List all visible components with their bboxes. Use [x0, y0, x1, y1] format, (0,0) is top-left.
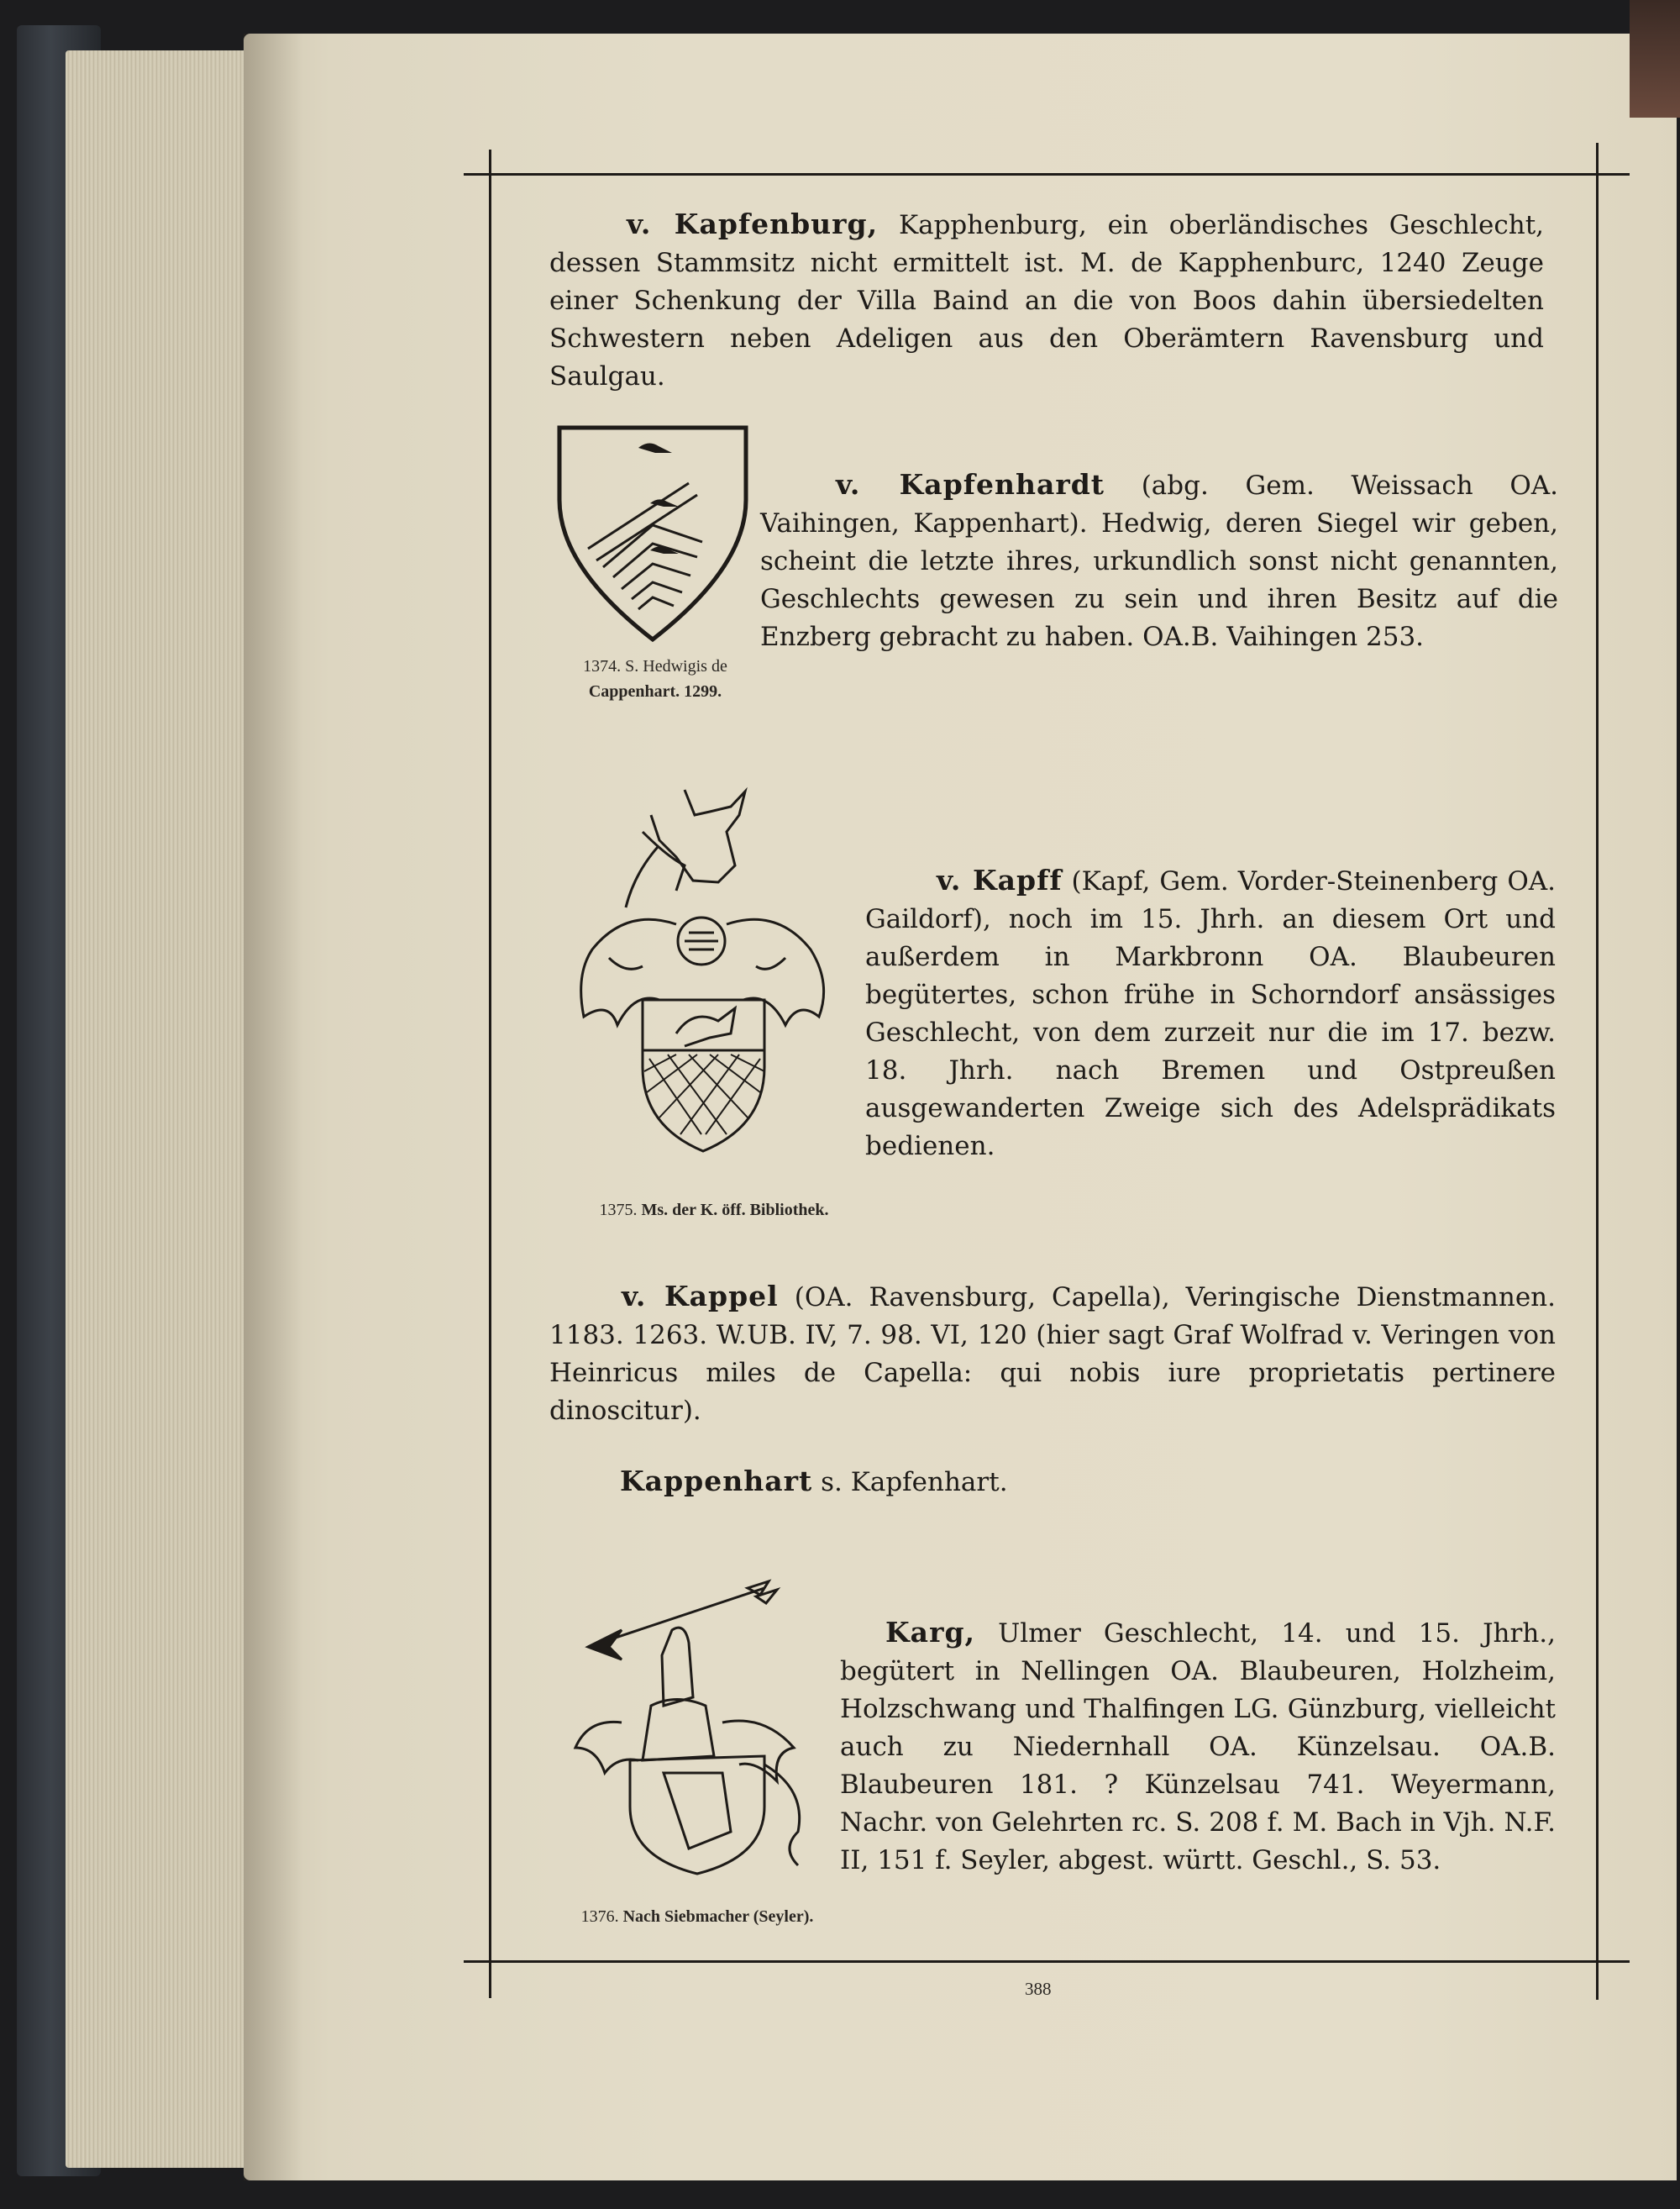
caption-line: Cappenhart. 1299. [588, 682, 722, 701]
frame-left-rule [489, 150, 491, 1998]
entry-text: (abg. Gem. Weissach OA. Vaihingen, Kappenhart). Hedwig, deren Siegel wir geben, scheint die letzte ihres, urkundlich sonst nicht genannten, Geschlechts gewesen zu sein und ihren Besitz auf die Enzberg gebracht zu haben. OA.B. Vaihingen 253. [760, 471, 1558, 652]
arms-with-arrow-figure [571, 1580, 827, 1882]
caption-line: Ms. der K. öff. Bibliothek. [641, 1201, 829, 1219]
figure-caption-1375 [554, 1197, 874, 1223]
cover-corner [1630, 0, 1680, 118]
entry-kappel [549, 1277, 1556, 1430]
entry-text: (OA. Ravensburg, Capella), Veringische Dienstmannen. 1183. 1263. W.UB. IV, 7. 98. VI, 120 (hier sagt Graf Wolfrad v. Veringen von Heinricus miles de Capella: qui nobis iure proprietatis pertinere dinoscitur). [549, 1282, 1557, 1426]
headword: v. Kapfenburg, [627, 208, 879, 240]
caption-line: S. Hedwigis de [625, 657, 727, 676]
figure-number: 1376. [580, 1907, 619, 1926]
entry-karg [840, 1613, 1556, 1880]
entry-text: Kapphenburg, ein oberländisches Geschlecht, dessen Stammsitz nicht ermittelt ist. M. de Kapphenburc, 1240 Zeuge einer Schenkung der Villa Baind an die von Boos dahin übersiedelten Schwestern neben Adeligen aus den Oberämtern Ravensburg und Saulgau. [549, 210, 1545, 392]
figure-number: 1374. [583, 657, 622, 676]
coat-of-arms-figure [559, 781, 844, 1160]
figure-number: 1375. [599, 1201, 638, 1219]
caption-line: Nach Siebmacher (Seyler). [622, 1907, 814, 1926]
frame-top-rule [464, 173, 1630, 176]
headword: v. Kapfenhardt [836, 468, 1105, 501]
page-number: 388 [1025, 1979, 1052, 1999]
entry-kapfenhardt [760, 465, 1558, 656]
entry-kapff [865, 861, 1556, 1165]
headword: Kappenhart [620, 1465, 813, 1497]
headword: v. Kapff [937, 864, 1063, 897]
figure-caption-1376 [538, 1904, 857, 1929]
frame-bottom-rule [464, 1960, 1630, 1963]
entry-text: s. Kapfenhart. [821, 1467, 1008, 1497]
figure-caption-1374 [546, 654, 764, 704]
page-stack-edges [66, 50, 259, 2168]
entry-text: (Kapf, Gem. Vorder-Steinenberg OA. Gaildorf), noch im 15. Jhrh. an diesem Ort und außerdem in Markbronn OA. Blaubeuren begütertes, schon frühe in Schorndorf ansässiges Geschlecht, von dem zurzeit nur die im 17. bezw. 18. Jhrh. nach Bremen und Ostpreußen ausgewanderten Zweige sich des Adelsprädikats bedienen. [865, 866, 1556, 1161]
entry-text: Ulmer Geschlecht, 14. und 15. Jhrh., begütert in Nellingen OA. Blaubeuren, Holzheim, Holzschwang und Thalfingen LG. Günzburg, vielleicht auch zu Niedernhall OA. Künzelsau. OA.B. Blaubeuren 181. ? Künzelsau 741. Weyermann, Nachr. von Gelehrten rc. S. 208 f. M. Bach in Vjh. N.F. II, 151 f. Seyler, abgest. württ. Geschl., S. 53. [840, 1618, 1557, 1875]
entry-kappenhart [620, 1462, 1376, 1502]
spine-shadow [244, 34, 302, 2180]
headword: Karg, [885, 1616, 976, 1649]
frame-right-rule [1596, 143, 1599, 2000]
entry-kapfenburg [549, 205, 1544, 396]
headword: v. Kappel [622, 1280, 779, 1312]
seal-shield-figure [554, 424, 752, 643]
